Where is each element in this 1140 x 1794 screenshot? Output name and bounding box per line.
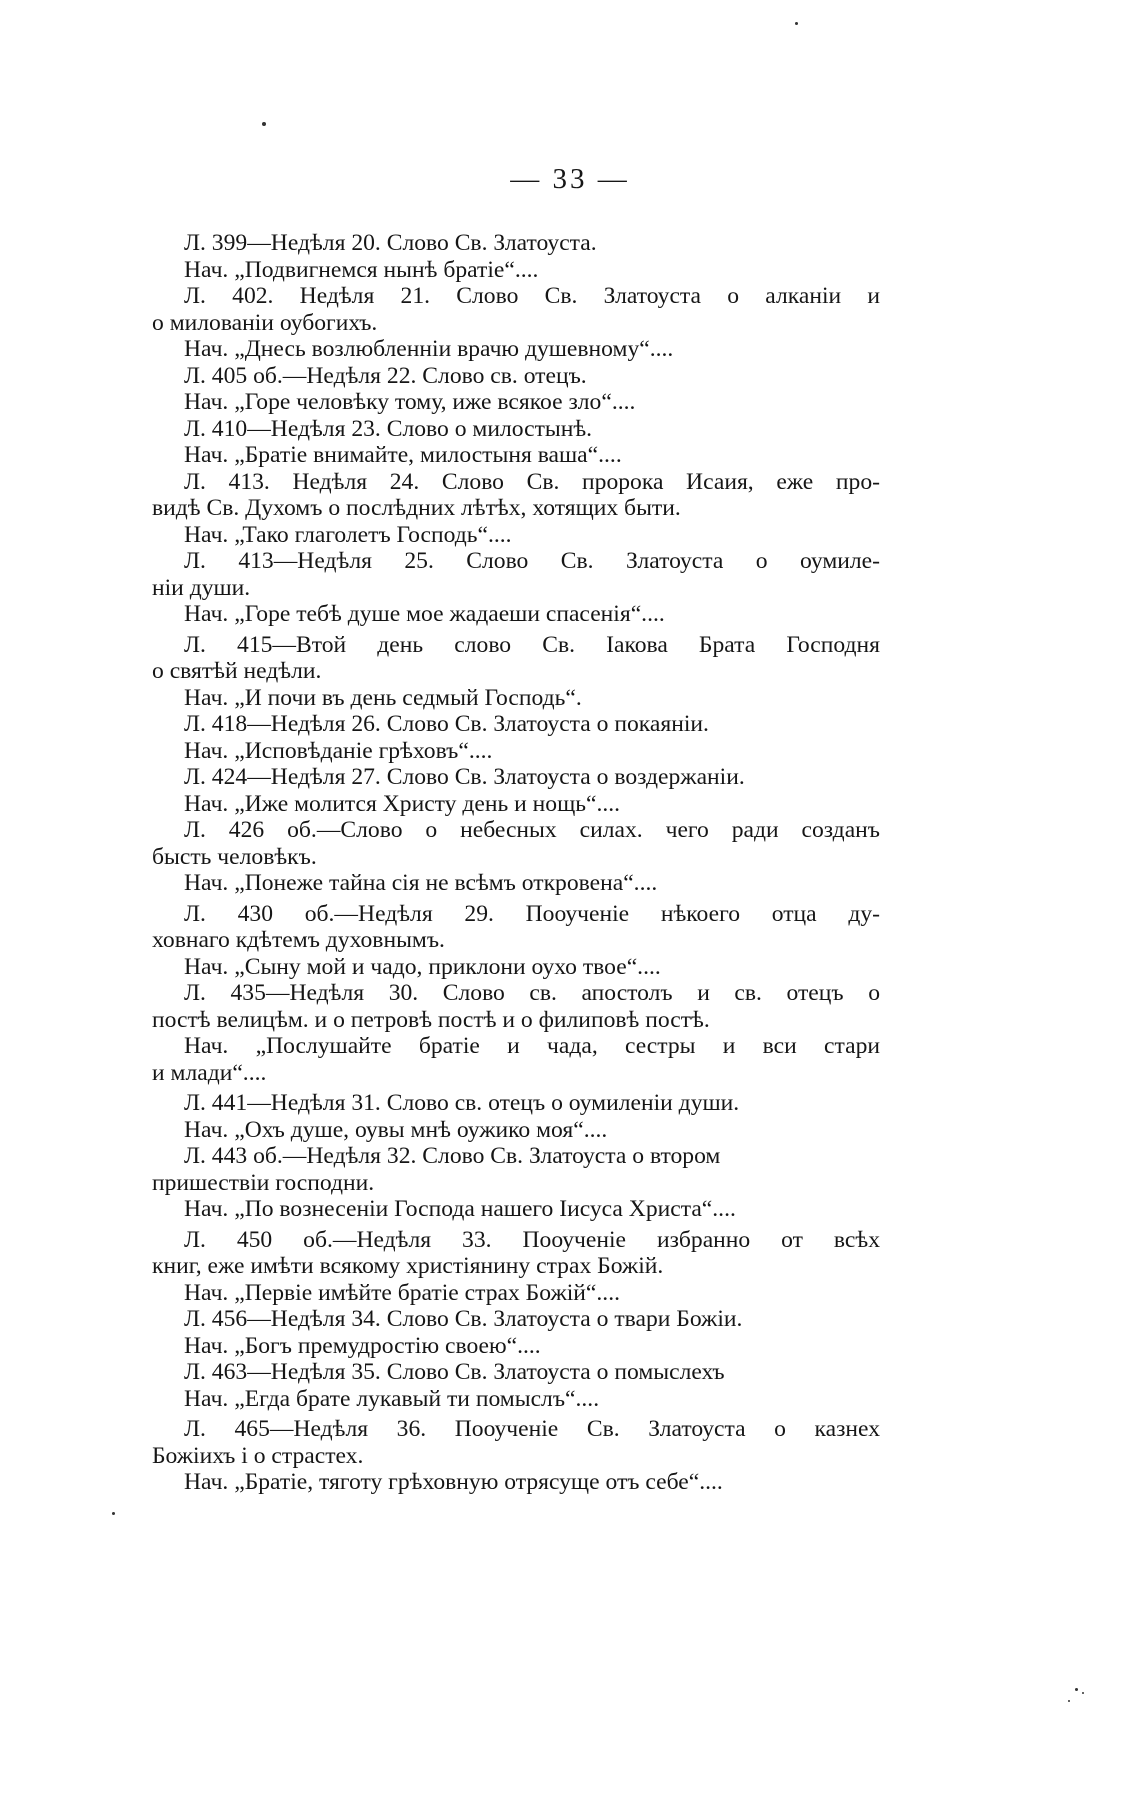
entry-continuation-line: ховнаго кдѣтемъ духовнымъ. <box>152 927 445 953</box>
entry-line: Л. 410—Недѣля 23. Слово о милостынѣ. <box>184 415 593 442</box>
entry-line: Л. 426 об.—Слово о небесных силах. чего ради созданъ <box>184 817 880 843</box>
incipit-line: Нач. „Понеже тайна сія не всѣмъ откровена“.... <box>184 870 658 896</box>
entry-line: Л. 402. Недѣля 21. Слово Св. Златоуста о алканіи и <box>184 283 880 309</box>
entry-line: Л. 413—Недѣля 25. Слово Св. Златоуста о оумиле- <box>184 548 880 574</box>
entry-line: Л. 441—Недѣля 31. Слово св. отецъ о оумиленіи души. <box>184 1090 740 1116</box>
incipit-line: Нач. „Горе человѣку тому, иже всякое зло“.... <box>184 389 636 415</box>
incipit-line: Нач. „Первіе имѣйте братіе страх Божій“.... <box>184 1279 620 1306</box>
incipit-line: Нач. „Днесь возлюбленніи врачю душевному“.... <box>184 336 674 362</box>
entry-continuation-line: видѣ Св. Духомъ о послѣдних лѣтѣх, хотящих быти. <box>152 495 681 521</box>
entry-line: Л. 405 об.—Недѣля 22. Слово св. отецъ. <box>184 362 587 389</box>
incipit-line: Нач. „Братіе, тяготу грѣховную отрясуще отъ себе“.... <box>184 1469 723 1495</box>
incipit-line: Нач. „Тако глаголетъ Господь“.... <box>184 521 512 548</box>
page-number: — 33 — <box>510 163 630 195</box>
entry-line: Л. 418—Недѣля 26. Слово Св. Златоуста о покаяніи. <box>184 711 709 737</box>
incipit-line: Нач. „Братіе внимайте, милостыня ваша“.... <box>184 442 622 468</box>
entry-continuation-line: пришествіи господни. <box>152 1169 375 1196</box>
print-speck <box>1068 1700 1070 1702</box>
print-speck <box>112 1512 115 1515</box>
incipit-line: Нач. „Охъ душе, оувы мнѣ оужико моя“.... <box>184 1116 608 1143</box>
entry-line: Л. 443 об.—Недѣля 32. Слово Св. Златоуста о втором <box>184 1143 721 1169</box>
incipit-line: Нач. „Сыну мой и чадо, приклони оухо твое“.... <box>184 953 661 980</box>
entry-line: Л. 456—Недѣля 34. Слово Св. Златоуста о твари Божіи. <box>184 1306 743 1332</box>
incipit-line: Нач. „Богъ премудростію своею“.... <box>184 1332 541 1359</box>
incipit-line: Нач. „Исповѣданіе грѣховъ“.... <box>184 737 493 764</box>
entry-continuation-line: ніи души. <box>152 574 251 601</box>
entry-line: Л. 399—Недѣля 20. Слово Св. Златоуста. <box>184 230 597 256</box>
entry-continuation-line: о милованіи оубогихъ. <box>152 309 378 336</box>
incipit-line: Нач. „Послушайте братіе и чада, сестры и вси стари <box>184 1033 880 1059</box>
entry-line: Л. 430 об.—Недѣля 29. Пооученіе нѣкоего отца ду- <box>184 900 880 927</box>
incipit-line: Нач. „По вознесеніи Господа нашего Іисуса Христа“.... <box>184 1196 736 1222</box>
entry-continuation-line: книг, еже имѣти всякому христіянину страх Божій. <box>152 1253 664 1279</box>
incipit-line: Нач. „Горе тебѣ душе мое жадаеши спасенія“.... <box>184 601 665 627</box>
print-speck <box>795 22 798 25</box>
print-speck <box>1075 1688 1078 1691</box>
incipit-line: Нач. „Подвигнемся нынѣ братіе“.... <box>184 256 539 283</box>
entry-continuation-line: постѣ велицѣм. и о петровѣ постѣ и о филиповѣ постѣ. <box>152 1006 710 1033</box>
incipit-continuation-line: и млади“.... <box>152 1059 267 1086</box>
entry-continuation-line: о святѣй недѣли. <box>152 658 322 684</box>
entry-continuation-line: бысть человѣкъ. <box>152 843 317 870</box>
entry-line: Л. 465—Недѣля 36. Пооученіе Св. Златоуста о казнех <box>184 1416 880 1442</box>
catalog-text <box>152 230 880 1496</box>
print-speck <box>1082 1692 1084 1694</box>
entry-line: Л. 463—Недѣля 35. Слово Св. Златоуста о помыслехъ <box>184 1359 725 1385</box>
entry-line: Л. 415—Втой день слово Св. Іакова Брата Господня <box>184 631 880 658</box>
entry-line: Л. 413. Недѣля 24. Слово Св. пророка Исаия, еже про- <box>184 468 880 495</box>
incipit-line: Нач. „Егда брате лукавый ти помыслъ“.... <box>184 1385 600 1412</box>
entry-continuation-line: Божіихъ і о страстех. <box>152 1442 364 1469</box>
print-speck <box>262 122 266 126</box>
incipit-line: Нач. „Иже молится Христу день и нощь“.... <box>184 790 621 817</box>
entry-line: Л. 450 об.—Недѣля 33. Пооученіе избранно от всѣх <box>184 1226 880 1253</box>
entry-line: Л. 435—Недѣля 30. Слово св. апостолъ и св. отецъ о <box>184 980 880 1006</box>
entry-line: Л. 424—Недѣля 27. Слово Св. Златоуста о воздержаніи. <box>184 764 745 790</box>
incipit-line: Нач. „И почи въ день седмый Господь“. <box>184 684 582 711</box>
